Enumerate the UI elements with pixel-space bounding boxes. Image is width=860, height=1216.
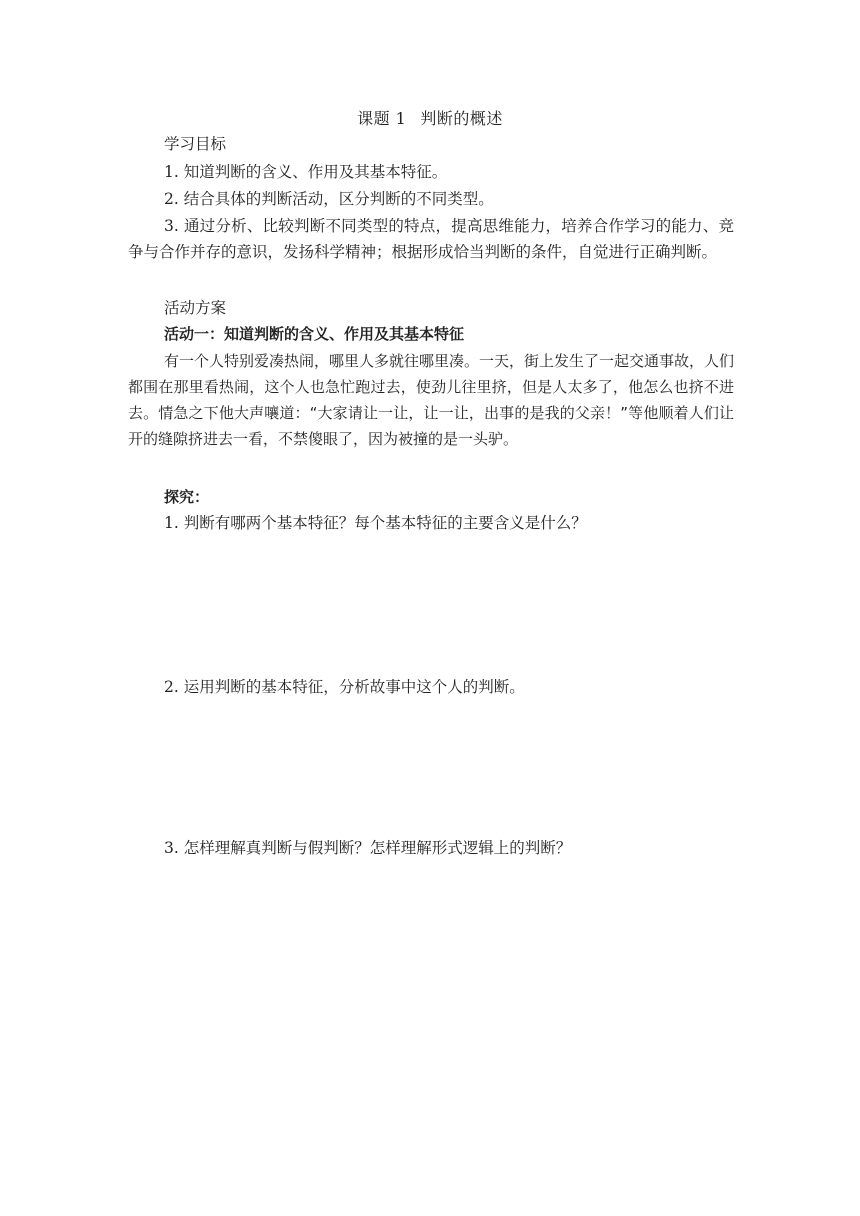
objective-item-1: 1. 知道判断的含义、作用及其基本特征。 [164,163,448,181]
activities-heading: 活动方案 [164,299,227,317]
question-1: 1. 判断有哪两个基本特征？每个基本特征的主要含义是什么？ [164,514,587,532]
question-3: 3. 怎样理解真判断与假判断？怎样理解形式逻辑上的判断？ [164,839,572,857]
lesson-heading: 判断的概述 [420,109,503,128]
lesson-title [0,106,860,129]
objectives-heading: 学习目标 [164,135,227,153]
explore-label: 探究： [164,488,210,506]
question-2: 2. 运用判断的基本特征，分析故事中这个人的判断。 [164,678,525,696]
objective-item-2: 2. 结合具体的判断活动，区分判断的不同类型。 [164,190,494,208]
objective-item-3: 3. 通过分析、比较判断不同类型的特点，提高思维能力，培养合作学习的能力、竞争与合作并存的意识，发扬科学精神；根据形成恰当判断的条件，自觉进行正确判断。 [128,217,734,261]
story-paragraph: 有一个人特别爱凑热闹，哪里人多就往哪里凑。一天，街上发生了一起交通事故，人们都围在那里看热闹，这个人也急忙跑过去，使劲儿往里挤，但是人太多了，他怎么也挤不进去。情急之下他大声嚷道：“大家请让一让，让一让，出事的是我的父亲！”等他顺着人们让开的缝隙挤进去一看，不禁傻眼了，因为被撞的是一头驴。 [128,352,735,448]
activity-1-title: 活动一：知道判断的含义、作用及其基本特征 [164,325,465,343]
lesson-number: 课题 1 [357,109,407,128]
